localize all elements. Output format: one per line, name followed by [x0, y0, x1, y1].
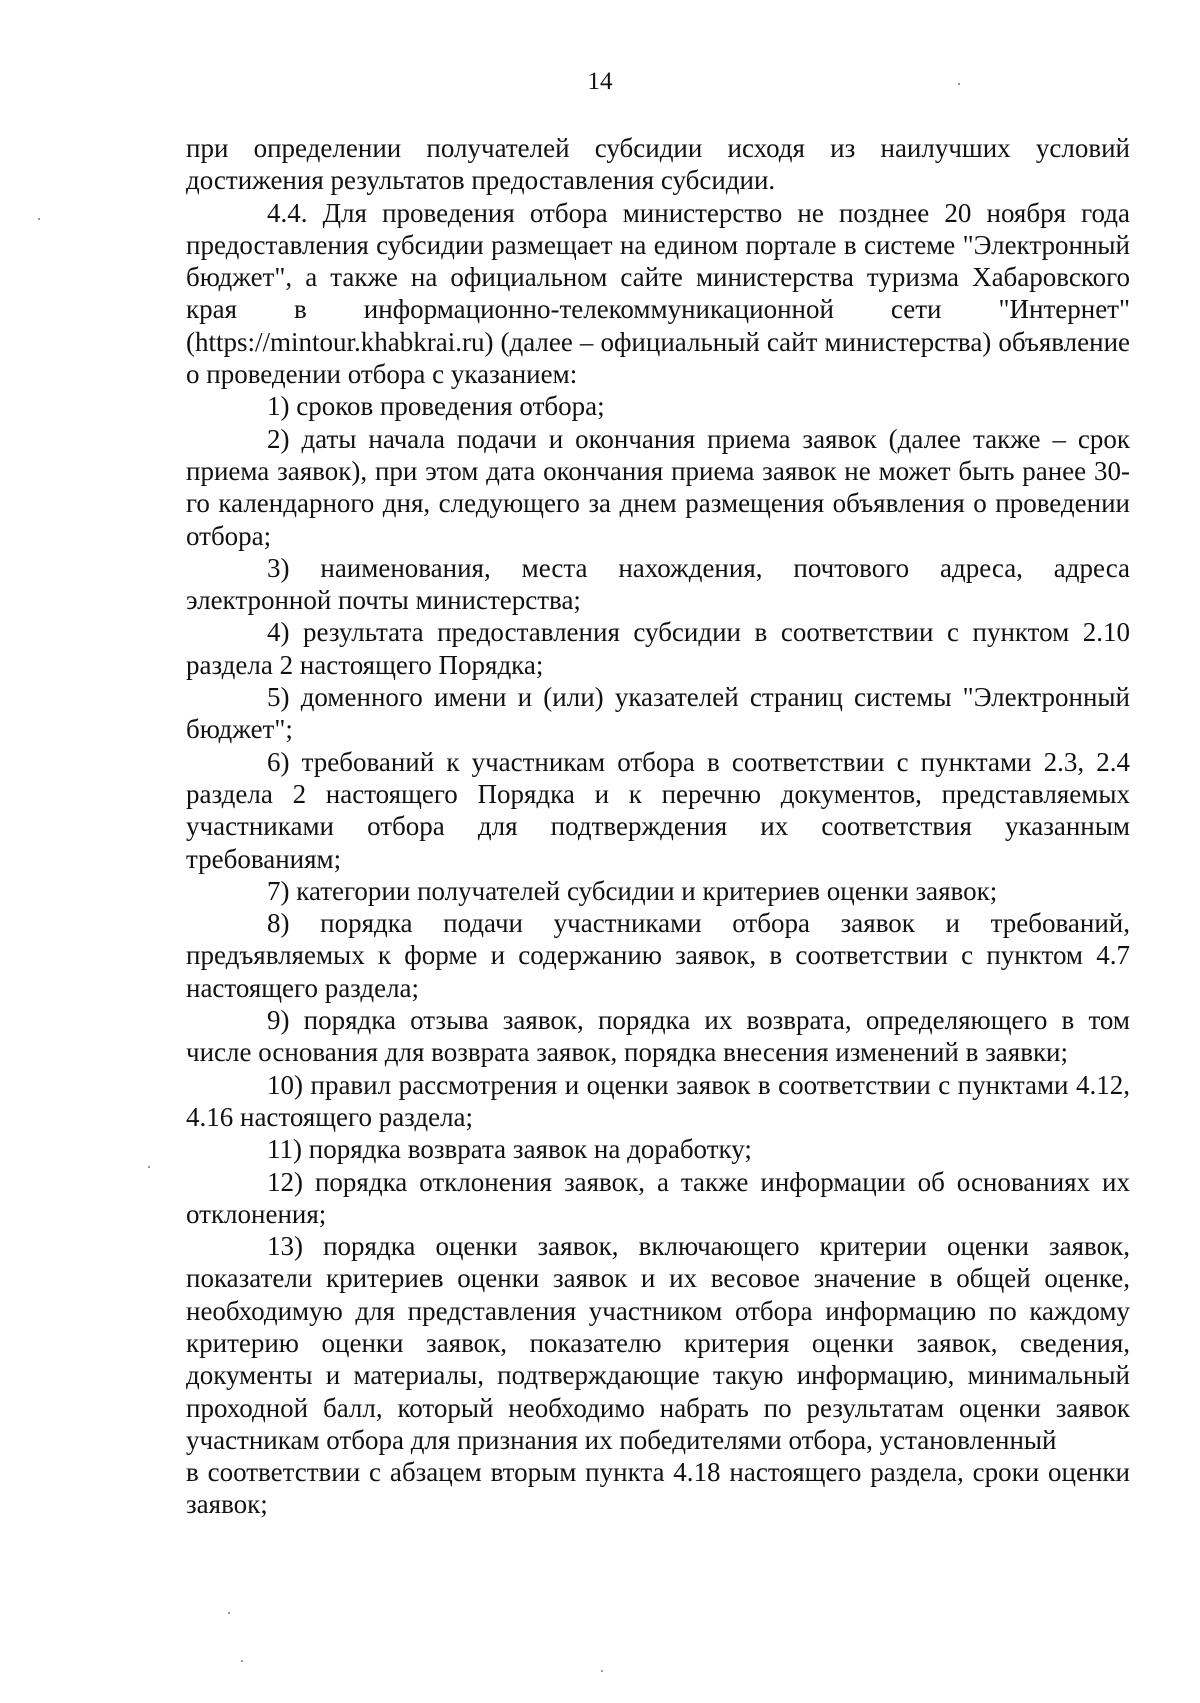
list-item-10: 10) правил рассмотрения и оценки заявок в соответствии с пунктами 4.12, 4.16 настоящего раздела; — [186, 1069, 1130, 1132]
list-item-6: 6) требований к участникам отбора в соответствии с пунктами 2.3, 2.4 раздела 2 настоящего Порядка и к перечню документов, представляемых участниками отбора для подтверждения их соответствия указанным требованиям; — [186, 746, 1130, 874]
list-item-13-continuation: в соответствии с абзацем вторым пункта 4.18 настоящего раздела, сроки оценки заявок; — [186, 1457, 1130, 1520]
list-item-4: 4) результата предоставления субсидии в соответствии с пунктом 2.10 раздела 2 настоящего Порядка; — [186, 617, 1130, 680]
paragraph-4-4: 4.4. Для проведения отбора министерство не позднее 20 ноября года предоставления субсидии размещает на едином портале в системе "Электронный бюджет", а также на официальном сайте министерства туризма Хабаровского края в информационно-телекоммуникационной сети "Интернет" (https://mintour.khabkrai.ru) (далее – официальный сайт министерства) объявление о проведении отбора с указанием: — [186, 197, 1130, 390]
list-item-3: 3) наименования, места нахождения, почтового адреса, адреса электронной почты министерства; — [186, 552, 1130, 616]
paragraph-continuation: при определении получателей субсидии исходя из наилучших условий достижения результатов предоставления субсидии. — [186, 133, 1130, 196]
list-item-8: 8) порядка подачи участниками отбора заявок и требований, предъявляемых к форме и содержанию заявок, в соответствии с пунктом 4.7 настоящего раздела; — [186, 908, 1130, 1003]
list-item-11: 11) порядка возврата заявок на доработку; — [267, 1134, 752, 1165]
scan-speck — [241, 1660, 243, 1662]
list-item-7: 7) категории получателей субсидии и критериев оценки заявок; — [267, 875, 998, 906]
list-item-5: 5) доменного имени и (или) указателей страниц системы "Электронный бюджет"; — [186, 682, 1130, 745]
list-item-12: 12) порядка отклонения заявок, а также информации об основаниях их отклонения; — [186, 1166, 1130, 1229]
list-item-9: 9) порядка отзыва заявок, порядка их возврата, определяющего в том числе основания для возврата заявок, порядка внесения изменений в заявки; — [186, 1005, 1130, 1068]
scan-speck — [38, 218, 40, 220]
list-item-13: 13) порядка оценки заявок, включающего критерии оценки заявок, показатели критериев оценки заявок и их весовое значение в общей оценке, необходимую для представления участником отбора информацию по каждому критерию оценки заявок, показателю критерия оценки заявок, сведения, документы и материалы, подтверждающие такую информацию, минимальный проходной балл, который необходимо набрать по результатам оценки заявок участникам отбора для признания их победителями отбора, установленный — [186, 1231, 1130, 1455]
scan-speck — [958, 83, 960, 85]
list-item-1: 1) сроков проведения отбора; — [267, 391, 605, 422]
scan-speck — [601, 1670, 603, 1672]
scan-speck — [148, 1166, 150, 1168]
scan-speck — [228, 1612, 230, 1614]
document-body — [186, 132, 1130, 1521]
page-number: 14 — [587, 68, 613, 95]
list-item-2: 2) даты начала подачи и окончания приема заявок (далее также – срок приема заявок), при этом дата окончания приема заявок не может быть ранее 30-го календарного дня, следующего за днем размещения объявления о проведении отбора; — [186, 423, 1130, 551]
